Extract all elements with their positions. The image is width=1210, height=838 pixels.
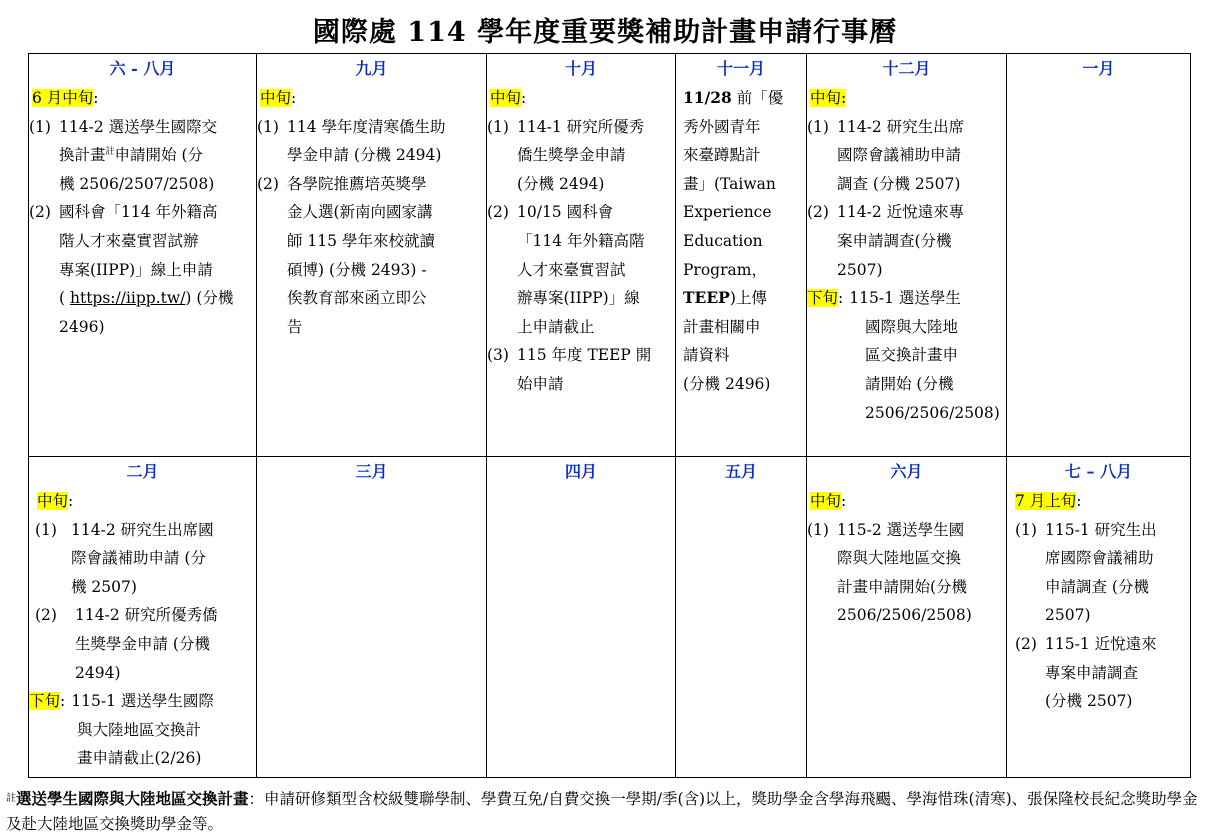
- period-label: 中旬:: [810, 89, 847, 107]
- item-text: 生獎學金申請 (分機: [75, 634, 210, 653]
- item-text: 申請調查 (分機: [1045, 577, 1149, 596]
- item-text: 114 學年度清寒僑生助: [287, 117, 446, 136]
- item-text: 115 年度 TEEP 開: [517, 346, 652, 365]
- month-header: 六 - 八月: [109, 59, 176, 78]
- item-text: 上申請截止: [517, 317, 595, 336]
- cell-oct: [487, 54, 676, 457]
- colon: :: [93, 89, 99, 107]
- item-text: 115-2 選送學生國: [837, 520, 965, 539]
- item-text: 114-2 選送學生國際交: [59, 117, 218, 136]
- item-text: ) (分機: [185, 289, 234, 308]
- item-text: 與大陸地區交換計: [77, 720, 202, 739]
- item-text: 區交換計畫申: [865, 346, 959, 365]
- item-number: (2): [807, 203, 829, 222]
- month-header: 三月: [355, 462, 388, 481]
- item-text: (分機 2496): [683, 374, 771, 393]
- colon: :: [68, 492, 74, 510]
- month-header: 九月: [355, 59, 388, 78]
- item-text: (分機 2494): [517, 174, 605, 193]
- late-period-line: [807, 284, 1006, 313]
- item-text: 2506/2506/2508): [865, 403, 1000, 422]
- item-text: 計畫申請開始(分機: [837, 577, 968, 596]
- item-text: 辦專案(IIPP)」線: [517, 289, 640, 308]
- item-text: 告: [287, 317, 303, 336]
- colon: :: [1076, 492, 1082, 510]
- period-line: [1007, 487, 1190, 516]
- month-header: 七 – 八月: [1064, 462, 1133, 481]
- item-text: 際會議補助申請 (分: [71, 549, 206, 568]
- item-number: (2): [1015, 634, 1037, 653]
- month-header: 四月: [564, 462, 597, 481]
- item-number: (1): [807, 117, 829, 136]
- item-text: 115-1 選送學生國際: [71, 692, 214, 711]
- item-text: 計畫相關申: [683, 317, 761, 336]
- item-text: 機 2507): [71, 577, 137, 596]
- calendar-table: [28, 53, 1191, 778]
- item-text: 115-1 研究生出: [1045, 520, 1157, 539]
- colon: :: [841, 492, 847, 510]
- period-line: [487, 84, 675, 113]
- item-text: 前「優: [731, 89, 784, 107]
- month-header: 十月: [564, 59, 597, 78]
- item-text: 來臺蹲點計: [683, 146, 761, 165]
- colon: :: [838, 289, 844, 308]
- calendar-row-2: [29, 457, 1191, 778]
- cell-apr: [487, 457, 676, 778]
- nov-text: [676, 84, 806, 399]
- period-label: 中旬: [260, 89, 292, 107]
- item-number: (1): [257, 117, 279, 136]
- period-line: [807, 84, 1006, 113]
- period-label: 中旬: [37, 492, 69, 510]
- item-text: 階人才來臺實習試辦: [59, 231, 199, 250]
- period-line: [257, 84, 486, 113]
- list-item: [807, 516, 1006, 630]
- colon: :: [60, 692, 66, 711]
- late-period-line: [29, 687, 256, 716]
- item-text: 114-2 研究所優秀僑: [75, 606, 218, 625]
- item-text: 換計畫: [59, 146, 106, 165]
- item-text: 僑生獎學金申請: [517, 146, 626, 165]
- item-number: (2): [35, 606, 57, 625]
- list-item: [1007, 516, 1190, 630]
- late-text: [29, 716, 256, 773]
- iipp-link[interactable]: https://iipp.tw/: [69, 289, 186, 308]
- month-header: 一月: [1082, 59, 1115, 78]
- item-text: 115-1 選送學生: [849, 289, 961, 308]
- item-text: 學金申請 (分機 2494): [287, 146, 442, 165]
- cell-nov: [676, 54, 807, 457]
- colon: :: [521, 89, 527, 107]
- item-text: Education: [683, 231, 763, 250]
- footnote-mark: 註: [105, 147, 115, 158]
- page-title: 國際處 114 學年度重要獎補助計畫申請行事曆: [312, 17, 898, 48]
- footnote: [6, 786, 1201, 837]
- item-text: 各學院推薦培英獎學: [287, 174, 427, 193]
- item-text: 始申請: [517, 374, 564, 393]
- item-text: 115-1 近悅遠來: [1045, 634, 1157, 653]
- period-line: [29, 84, 256, 113]
- footnote-mark: 註: [6, 793, 16, 804]
- cell-mar: [257, 457, 487, 778]
- item-text: 際與大陸地區交換: [837, 549, 962, 568]
- item-text: 國科會「114 年外籍高: [59, 203, 218, 222]
- item-text: 114-2 近悅遠來專: [837, 203, 965, 222]
- item-text: 人才來臺實習試: [517, 260, 626, 279]
- item-text: 2507): [837, 260, 883, 279]
- period-label: 下旬: [29, 692, 61, 711]
- period-label: 下旬: [807, 289, 839, 308]
- item-text: 畫申請截止(2/26): [77, 749, 202, 768]
- cell-jan: [1007, 54, 1191, 457]
- list-item: [487, 113, 675, 199]
- item-text: 專案(IIPP)」線上申請: [59, 260, 213, 279]
- item-text: Experience: [683, 203, 772, 222]
- month-header: 十二月: [882, 59, 931, 78]
- teep-text: TEEP: [683, 288, 730, 308]
- item-text: 國際與大陸地: [865, 317, 959, 336]
- cell-jun: [807, 457, 1007, 778]
- item-text: 10/15 國科會: [517, 203, 614, 222]
- item-text: 席國際會議補助: [1045, 549, 1154, 568]
- month-header: 十一月: [716, 59, 765, 78]
- month-header: 五月: [724, 462, 757, 481]
- item-number: (2): [29, 203, 51, 222]
- item-text: 機 2506/2507/2508): [59, 174, 215, 193]
- list-item: [1007, 630, 1190, 716]
- item-text: )上傳: [729, 289, 767, 308]
- item-text: 2507): [1045, 606, 1091, 625]
- footnote-heading: 選送學生國際與大陸地區交換計畫: [16, 789, 249, 808]
- item-text: (分機 2507): [1045, 692, 1133, 711]
- list-item: [257, 170, 486, 342]
- item-text: 金人選(新南向國家講: [287, 203, 433, 222]
- list-item: [807, 198, 1006, 284]
- item-text: 秀外國青年: [683, 117, 761, 136]
- item-number: (1): [29, 117, 51, 136]
- item-number: (1): [807, 520, 829, 539]
- item-text: 2494): [75, 663, 121, 682]
- cell-feb: [29, 457, 257, 778]
- item-text: 114-2 研究生出席國: [71, 520, 214, 539]
- item-text: 2496): [59, 317, 105, 336]
- item-text: 114-2 研究生出席: [837, 117, 965, 136]
- cell-jul-aug: [1007, 457, 1191, 778]
- date-text: 11/28: [683, 88, 732, 107]
- list-item: [257, 113, 486, 170]
- item-text: 師 115 學年來校就讀: [287, 231, 435, 250]
- item-number: (1): [1015, 520, 1037, 539]
- item-text: 請開始 (分機: [865, 374, 954, 393]
- item-text: Program，: [683, 260, 767, 279]
- item-text: 申請開始 (分: [114, 146, 204, 165]
- list-item: [487, 341, 675, 398]
- period-label: 中旬: [810, 492, 842, 510]
- month-header: 二月: [126, 462, 159, 481]
- item-text: 114-1 研究所優秀: [517, 117, 645, 136]
- item-text: 請資料: [683, 346, 730, 365]
- item-text: 「114 年外籍高階: [517, 231, 645, 250]
- item-number: (1): [35, 520, 57, 539]
- list-item: [487, 198, 675, 341]
- month-header: 六月: [890, 462, 923, 481]
- item-number: (3): [487, 346, 509, 365]
- item-text: 2506/2506/2508): [837, 606, 972, 625]
- cell-sep: [257, 54, 487, 457]
- item-text: 碩博) (分機 2493) -: [287, 260, 427, 279]
- item-number: (2): [487, 203, 509, 222]
- list-item: [29, 113, 256, 199]
- cell-dec: [807, 54, 1007, 457]
- item-text: 專案申請調查: [1045, 663, 1139, 682]
- cell-jun-aug: [29, 54, 257, 457]
- period-label: 7 月上旬: [1015, 492, 1077, 510]
- footnote-text: ：申請研修類型含校級雙聯學制、學費互免/自費交換一學期/季(含)以上，獎助學金含學海飛颺、學海惜珠(清寒)、張保隆校長紀念獎助學金及赴大陸地區交換獎助學金等。: [6, 790, 1198, 833]
- late-text: [807, 313, 1006, 427]
- cell-may: [676, 457, 807, 778]
- list-item: [29, 601, 256, 687]
- item-number: (1): [487, 117, 509, 136]
- item-text: (: [59, 289, 70, 308]
- item-number: (2): [257, 174, 279, 193]
- period-label: 中旬: [490, 89, 522, 107]
- period-line: [29, 487, 256, 516]
- item-text: 俟教育部來函立即公: [287, 289, 427, 308]
- period-line: [807, 487, 1006, 516]
- item-text: 案申請調查(分機: [837, 231, 952, 250]
- colon: :: [291, 89, 297, 107]
- item-text: 調查 (分機 2507): [837, 174, 961, 193]
- period-label: 6 月中旬: [32, 89, 94, 107]
- list-item: [807, 113, 1006, 199]
- item-text: 畫」(Taiwan: [683, 174, 776, 193]
- list-item: [29, 198, 256, 341]
- list-item: [29, 516, 256, 602]
- calendar-row-1: [29, 54, 1191, 457]
- item-text: 國際會議補助申請: [837, 146, 962, 165]
